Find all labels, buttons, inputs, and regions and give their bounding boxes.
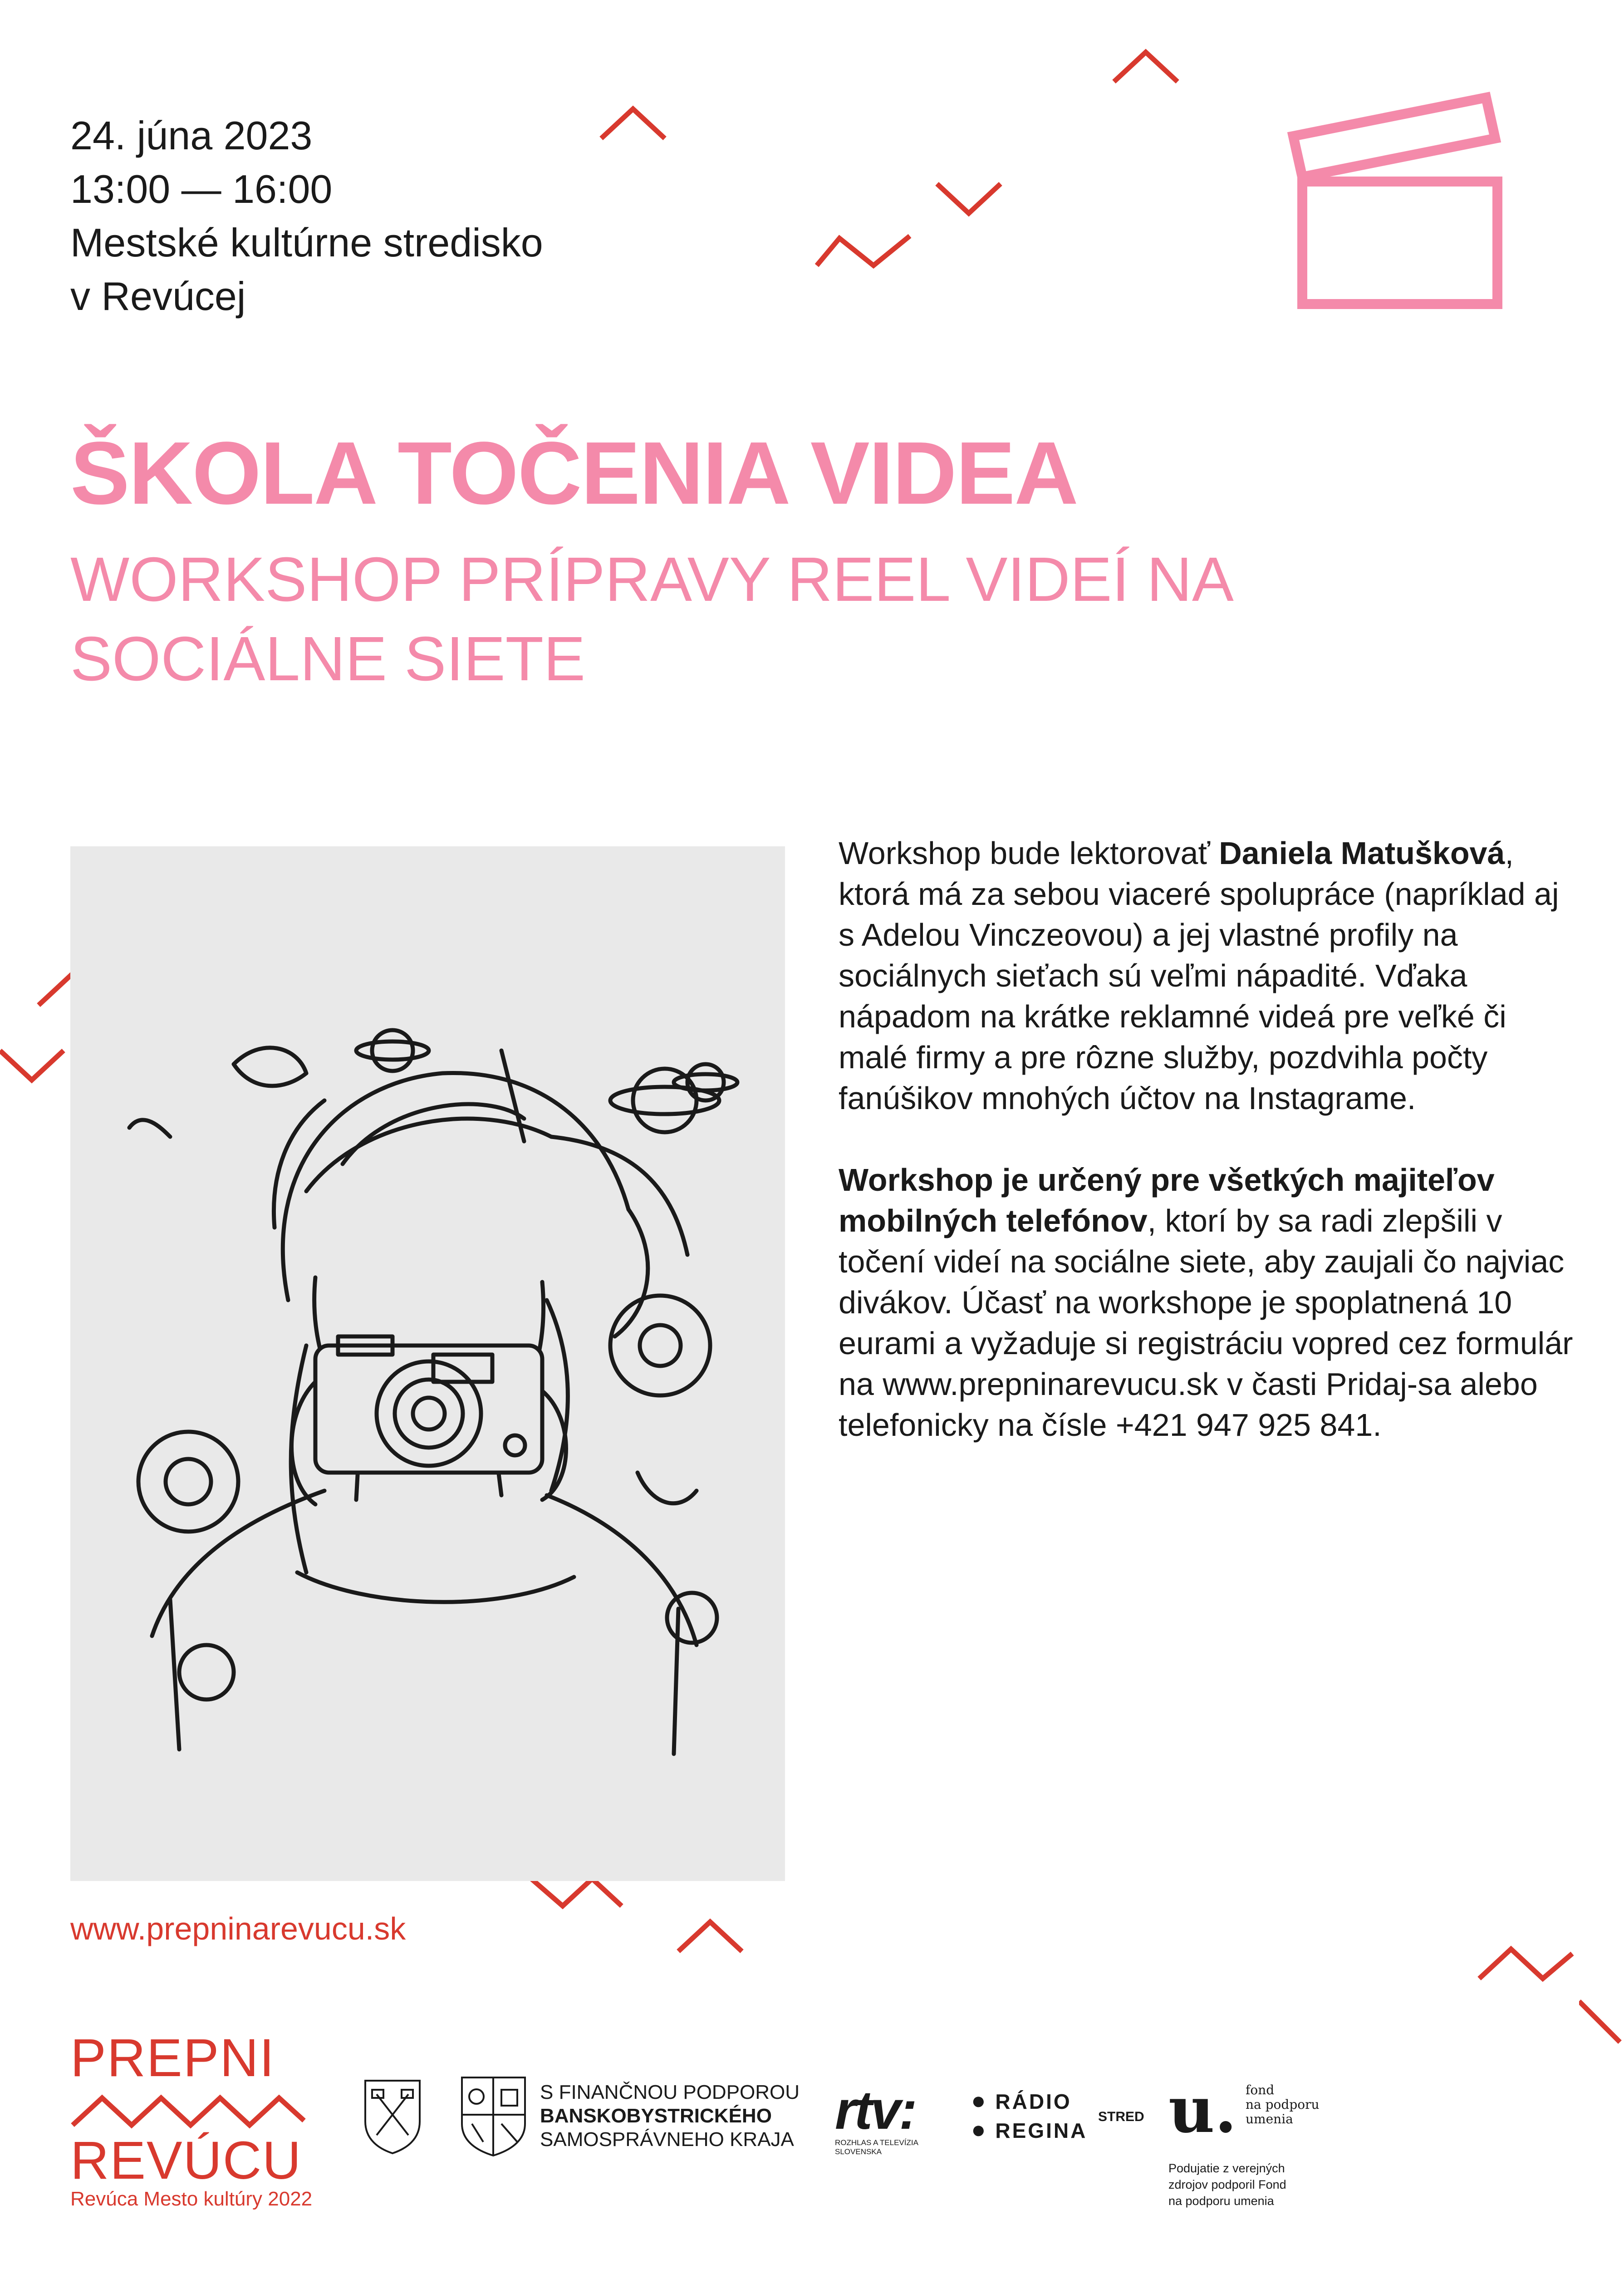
coat-of-arms-bbsk-icon [458, 2074, 529, 2158]
bbsk-support-text [540, 2081, 800, 2151]
body-text [839, 833, 1574, 1486]
body-paragraph-1 [839, 833, 1574, 1119]
bbsk-line-2: BANSKOBYSTRICKÉHO [540, 2105, 772, 2127]
chevron-decoration [1112, 45, 1180, 86]
event-time: 13:00 — 16:00 [70, 167, 333, 211]
brand-tagline: Revúca Mesto kultúry 2022 [70, 2188, 313, 2210]
fond-logo: u. [1168, 2073, 1237, 2147]
chevron-decoration [1579, 1997, 1624, 2060]
chevron-decoration [676, 1915, 744, 1956]
fond-name-line-1: fond [1246, 2082, 1275, 2097]
page-title: ŠKOLA TOČENIA VIDEA [70, 423, 1078, 523]
chevron-decoration [0, 1044, 68, 1085]
bbsk-line-3: SAMOSPRÁVNEHO KRAJA [540, 2128, 794, 2151]
rtv-subtitle [835, 2138, 918, 2156]
website-link[interactable]: www.prepninarevucu.sk [70, 1911, 406, 1946]
fond-note-line-3: na podporu umenia [1168, 2194, 1274, 2208]
page-subtitle: WORKSHOP PRÍPRAVY REEL VIDEÍ NA SOCIÁLNE SIETE [70, 545, 1231, 694]
fond-note [1168, 2160, 1286, 2209]
fond-note-line-1: Podujatie z verejných [1168, 2161, 1285, 2175]
body-paragraph-2 [839, 1159, 1574, 1445]
bbsk-line-1: S FINANČNOU PODPOROU [540, 2081, 800, 2103]
radio-line-1-text: RÁDIO [995, 2090, 1072, 2113]
body-text-span: Workshop bude lektorovať [839, 835, 1219, 871]
event-venue-line2: v Revúcej [70, 274, 246, 319]
fond-name [1246, 2083, 1320, 2127]
rtv-sub-line-1: ROZHLAS A TELEVÍZIA [835, 2138, 918, 2147]
clapperboard-icon [1280, 86, 1516, 322]
radio-line-2-text: REGINA [995, 2119, 1088, 2142]
fond-name-line-2: na podporu [1246, 2097, 1320, 2112]
radio-region: STRED [1098, 2109, 1144, 2124]
event-venue-line1: Mestské kultúrne stredisko [70, 220, 543, 265]
chevron-decoration [814, 227, 912, 272]
brand-word-1: PREPNI [70, 2028, 275, 2088]
event-date: 24. júna 2023 [70, 113, 313, 158]
rtv-sub-line-2: SLOVENSKA [835, 2147, 882, 2156]
brand-logo [70, 2028, 313, 2210]
coat-of-arms-revuca-icon [361, 2076, 424, 2156]
radio-line-2: ● REGINA [971, 2116, 1088, 2143]
rtv-logo: rtv: [835, 2080, 916, 2141]
fond-name-line-3: umenia [1246, 2112, 1293, 2127]
chevron-decoration [935, 179, 1003, 220]
body-text-span: , ktorá má za sebou viaceré spolupráce (napríklad aj s Adelou Vinczeovou) a jej vlastné profily na sociálnych sieťach sú veľmi nápadité. Vďaka nápadom na krátke reklamné videá pre veľké či malé firmy a pre rôzne služby, pozdvihla počty fanúšikov mnohých účtov na Instagrame. [839, 835, 1559, 1116]
radio-regina-logo [971, 2087, 1087, 2145]
chevron-decoration [1477, 1940, 1575, 1985]
radio-line-1: ● RÁDIO [971, 2087, 1072, 2114]
illustration-panel [70, 846, 785, 1881]
target-audience: Workshop je určený pre všetkých majiteľov mobilných telefónov [839, 1162, 1495, 1238]
lecturer-name: Daniela Matušková [1219, 835, 1505, 871]
brand-zigzag-icon [70, 2089, 306, 2130]
chevron-decoration [599, 102, 667, 143]
fond-note-line-2: zdrojov podporil Fond [1168, 2178, 1286, 2191]
event-info [70, 109, 543, 323]
brand-word-2: REVÚCU [70, 2131, 302, 2190]
camera-girl-illustration [70, 846, 785, 1881]
body-text-span: , ktorí by sa radi zlepšili v točení videí na sociálne siete, aby zaujali čo najviac divákov. Účasť na workshope je spoplatnená 10 eurami a vyžaduje si registráciu vopred cez formulár na www.prepninarevucu.sk v časti Pridaj-sa alebo telefonicky na čísle +421 947 925 841. [839, 1203, 1573, 1443]
